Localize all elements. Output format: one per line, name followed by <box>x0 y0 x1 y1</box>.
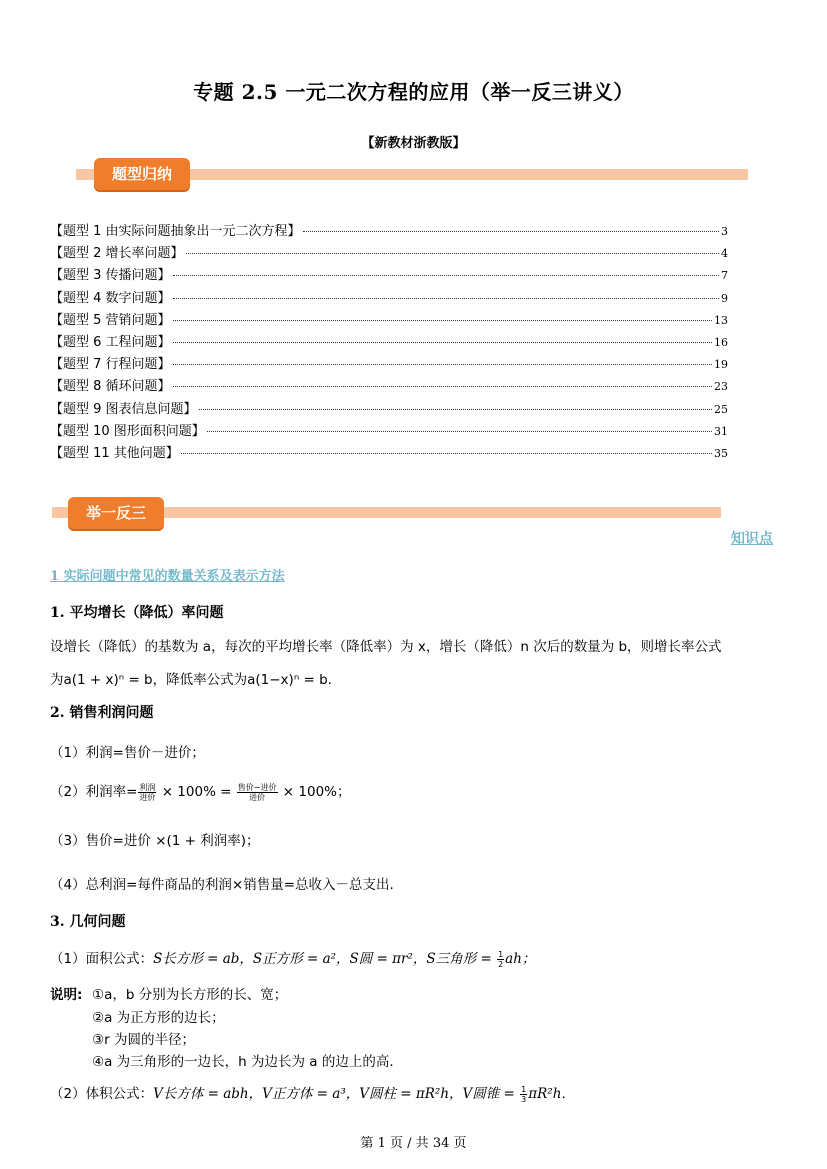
toc-entry-page[interactable]: 35 <box>714 446 728 460</box>
toc-leader-dots <box>173 386 712 387</box>
volume-prefix: （2）体积公式： <box>50 1086 154 1102</box>
page-footer: 第 1 页 / 共 34 页 <box>360 1136 467 1151</box>
note-3: ③r 为圆的半径； <box>92 1032 195 1048</box>
toc-entry-page[interactable]: 3 <box>721 225 728 238</box>
toc-banner-tab: 题型归纳 <box>94 158 190 190</box>
toc-entry-page[interactable]: 16 <box>714 335 728 349</box>
toc-entry-page[interactable]: 23 <box>714 380 728 394</box>
toc-entry-page[interactable]: 31 <box>714 424 728 438</box>
profit-fraction-2-num: 售价−进价 <box>237 782 277 792</box>
note-4: ④a 为三角形的一边长，h 为边长为 a 的边上的高． <box>92 1054 403 1070</box>
toc-entry[interactable] <box>50 353 728 375</box>
area-formula: S长方形 = ab，S正方形 = a²，S圆 = πr²，S三角形 = <box>153 951 497 967</box>
edition-label: 【新教材浙教版】 <box>361 136 466 151</box>
profit-item-1: （1）利润=售价－进价； <box>50 745 205 761</box>
heading-sales-profit: 2. 销售利润问题 <box>50 705 154 721</box>
toc-entry-label[interactable]: 【题型 2 增长率问题】 <box>50 246 184 262</box>
profit-fraction-2 <box>237 783 278 802</box>
examples-banner-tab: 举一反三 <box>68 497 164 529</box>
toc-entry[interactable] <box>50 331 728 353</box>
volume-formula-line <box>50 1082 575 1104</box>
toc-entry[interactable] <box>50 420 728 442</box>
area-suffix: ah； <box>505 951 536 967</box>
toc-entry-label[interactable]: 【题型 10 图形面积问题】 <box>50 423 205 439</box>
toc-leader-dots <box>173 342 712 343</box>
table-of-contents <box>50 220 728 464</box>
profit-fraction-1-num: 利润 <box>139 782 156 792</box>
toc-leader-dots <box>173 364 712 365</box>
note-label: 说明: <box>50 987 83 1003</box>
toc-entry-label[interactable]: 【题型 7 行程问题】 <box>50 357 171 373</box>
toc-entry-page[interactable]: 4 <box>721 247 728 261</box>
toc-entry[interactable] <box>50 242 728 264</box>
knowledge-point-link[interactable]: 知识点 <box>731 531 773 547</box>
volume-fraction <box>520 1085 527 1104</box>
note-1: ①a，b 分别为长方形的长、宽； <box>92 987 288 1003</box>
toc-leader-dots <box>207 431 712 432</box>
area-fraction-den: 2 <box>498 959 504 969</box>
toc-entry[interactable] <box>50 442 728 464</box>
toc-leader-dots <box>173 298 719 299</box>
toc-leader-dots <box>199 409 712 410</box>
growth-text-line-1: 设增长（降低）的基数为 a，每次的平均增长率（降低率）为 x，增长（降低）n 次后的数量为 b，则增长率公式 <box>50 639 722 655</box>
profit-item-2-prefix: （2）利润率= <box>50 784 138 800</box>
toc-entry[interactable] <box>50 375 728 397</box>
toc-entry-label[interactable]: 【题型 8 循环问题】 <box>50 379 171 395</box>
note-2: ②a 为正方形的边长； <box>92 1010 225 1026</box>
profit-item-2-suffix: × 100%； <box>278 784 351 800</box>
profit-item-4: （4）总利润=每件商品的利润×销售量=总收入－总支出. <box>50 877 394 893</box>
section-1-title-link[interactable]: 1 实际问题中常见的数量关系及表示方法 <box>50 569 285 584</box>
toc-entry[interactable] <box>50 309 728 331</box>
toc-entry-label[interactable]: 【题型 3 传播问题】 <box>50 268 171 284</box>
toc-entry-page[interactable]: 25 <box>714 402 728 416</box>
toc-entry-label[interactable]: 【题型 1 由实际问题抽象出一元二次方程】 <box>50 224 301 239</box>
heading-growth-rate: 1. 平均增长（降低）率问题 <box>50 605 224 621</box>
volume-fraction-den: 3 <box>521 1094 527 1104</box>
volume-suffix: πR²h． <box>528 1086 575 1102</box>
toc-leader-dots <box>173 275 719 276</box>
volume-fraction-num: 1 <box>521 1084 527 1094</box>
area-prefix: （1）面积公式： <box>50 951 154 967</box>
toc-leader-dots <box>181 453 712 454</box>
growth-text-line-2: 为a(1 + x)ⁿ = b，降低率公式为a(1−x)ⁿ = b． <box>50 672 342 688</box>
toc-entry-label[interactable]: 【题型 9 图表信息问题】 <box>50 401 197 417</box>
area-fraction-num: 1 <box>498 949 504 959</box>
toc-entry-label[interactable]: 【题型 4 数字问题】 <box>50 290 171 306</box>
profit-fraction-1 <box>138 783 156 802</box>
page-title: 专题 2.5 一元二次方程的应用（举一反三讲义） <box>193 80 634 104</box>
toc-entry-page[interactable]: 9 <box>721 291 728 305</box>
toc-entry-page[interactable]: 13 <box>714 313 728 327</box>
toc-entry[interactable] <box>50 398 728 420</box>
volume-formula: V长方体 = abh，V正方体 = a³，V圆柱 = πR²h，V圆锥 = <box>153 1086 520 1102</box>
area-fraction <box>497 950 504 969</box>
profit-item-2 <box>50 780 351 802</box>
toc-entry[interactable] <box>50 264 728 286</box>
toc-entry-label[interactable]: 【题型 6 工程问题】 <box>50 334 171 350</box>
toc-leader-dots <box>303 231 719 232</box>
toc-leader-dots <box>173 320 712 321</box>
toc-entry-page[interactable]: 7 <box>721 269 728 283</box>
toc-entry[interactable] <box>50 287 728 309</box>
profit-fraction-2-den: 进价 <box>249 792 266 802</box>
toc-entry-label[interactable]: 【题型 11 其他问题】 <box>50 445 179 461</box>
profit-item-2-mid: × 100% = <box>157 784 236 800</box>
toc-entry[interactable] <box>50 220 728 242</box>
toc-entry-page[interactable]: 19 <box>714 358 728 372</box>
toc-leader-dots <box>186 253 719 254</box>
profit-fraction-1-den: 进价 <box>139 792 156 802</box>
profit-item-3: （3）售价=进价 ×(1 + 利润率)； <box>50 833 260 849</box>
toc-entry-label[interactable]: 【题型 5 营销问题】 <box>50 312 171 328</box>
area-formula-line <box>50 947 535 969</box>
heading-geometry: 3. 几何问题 <box>50 914 126 930</box>
